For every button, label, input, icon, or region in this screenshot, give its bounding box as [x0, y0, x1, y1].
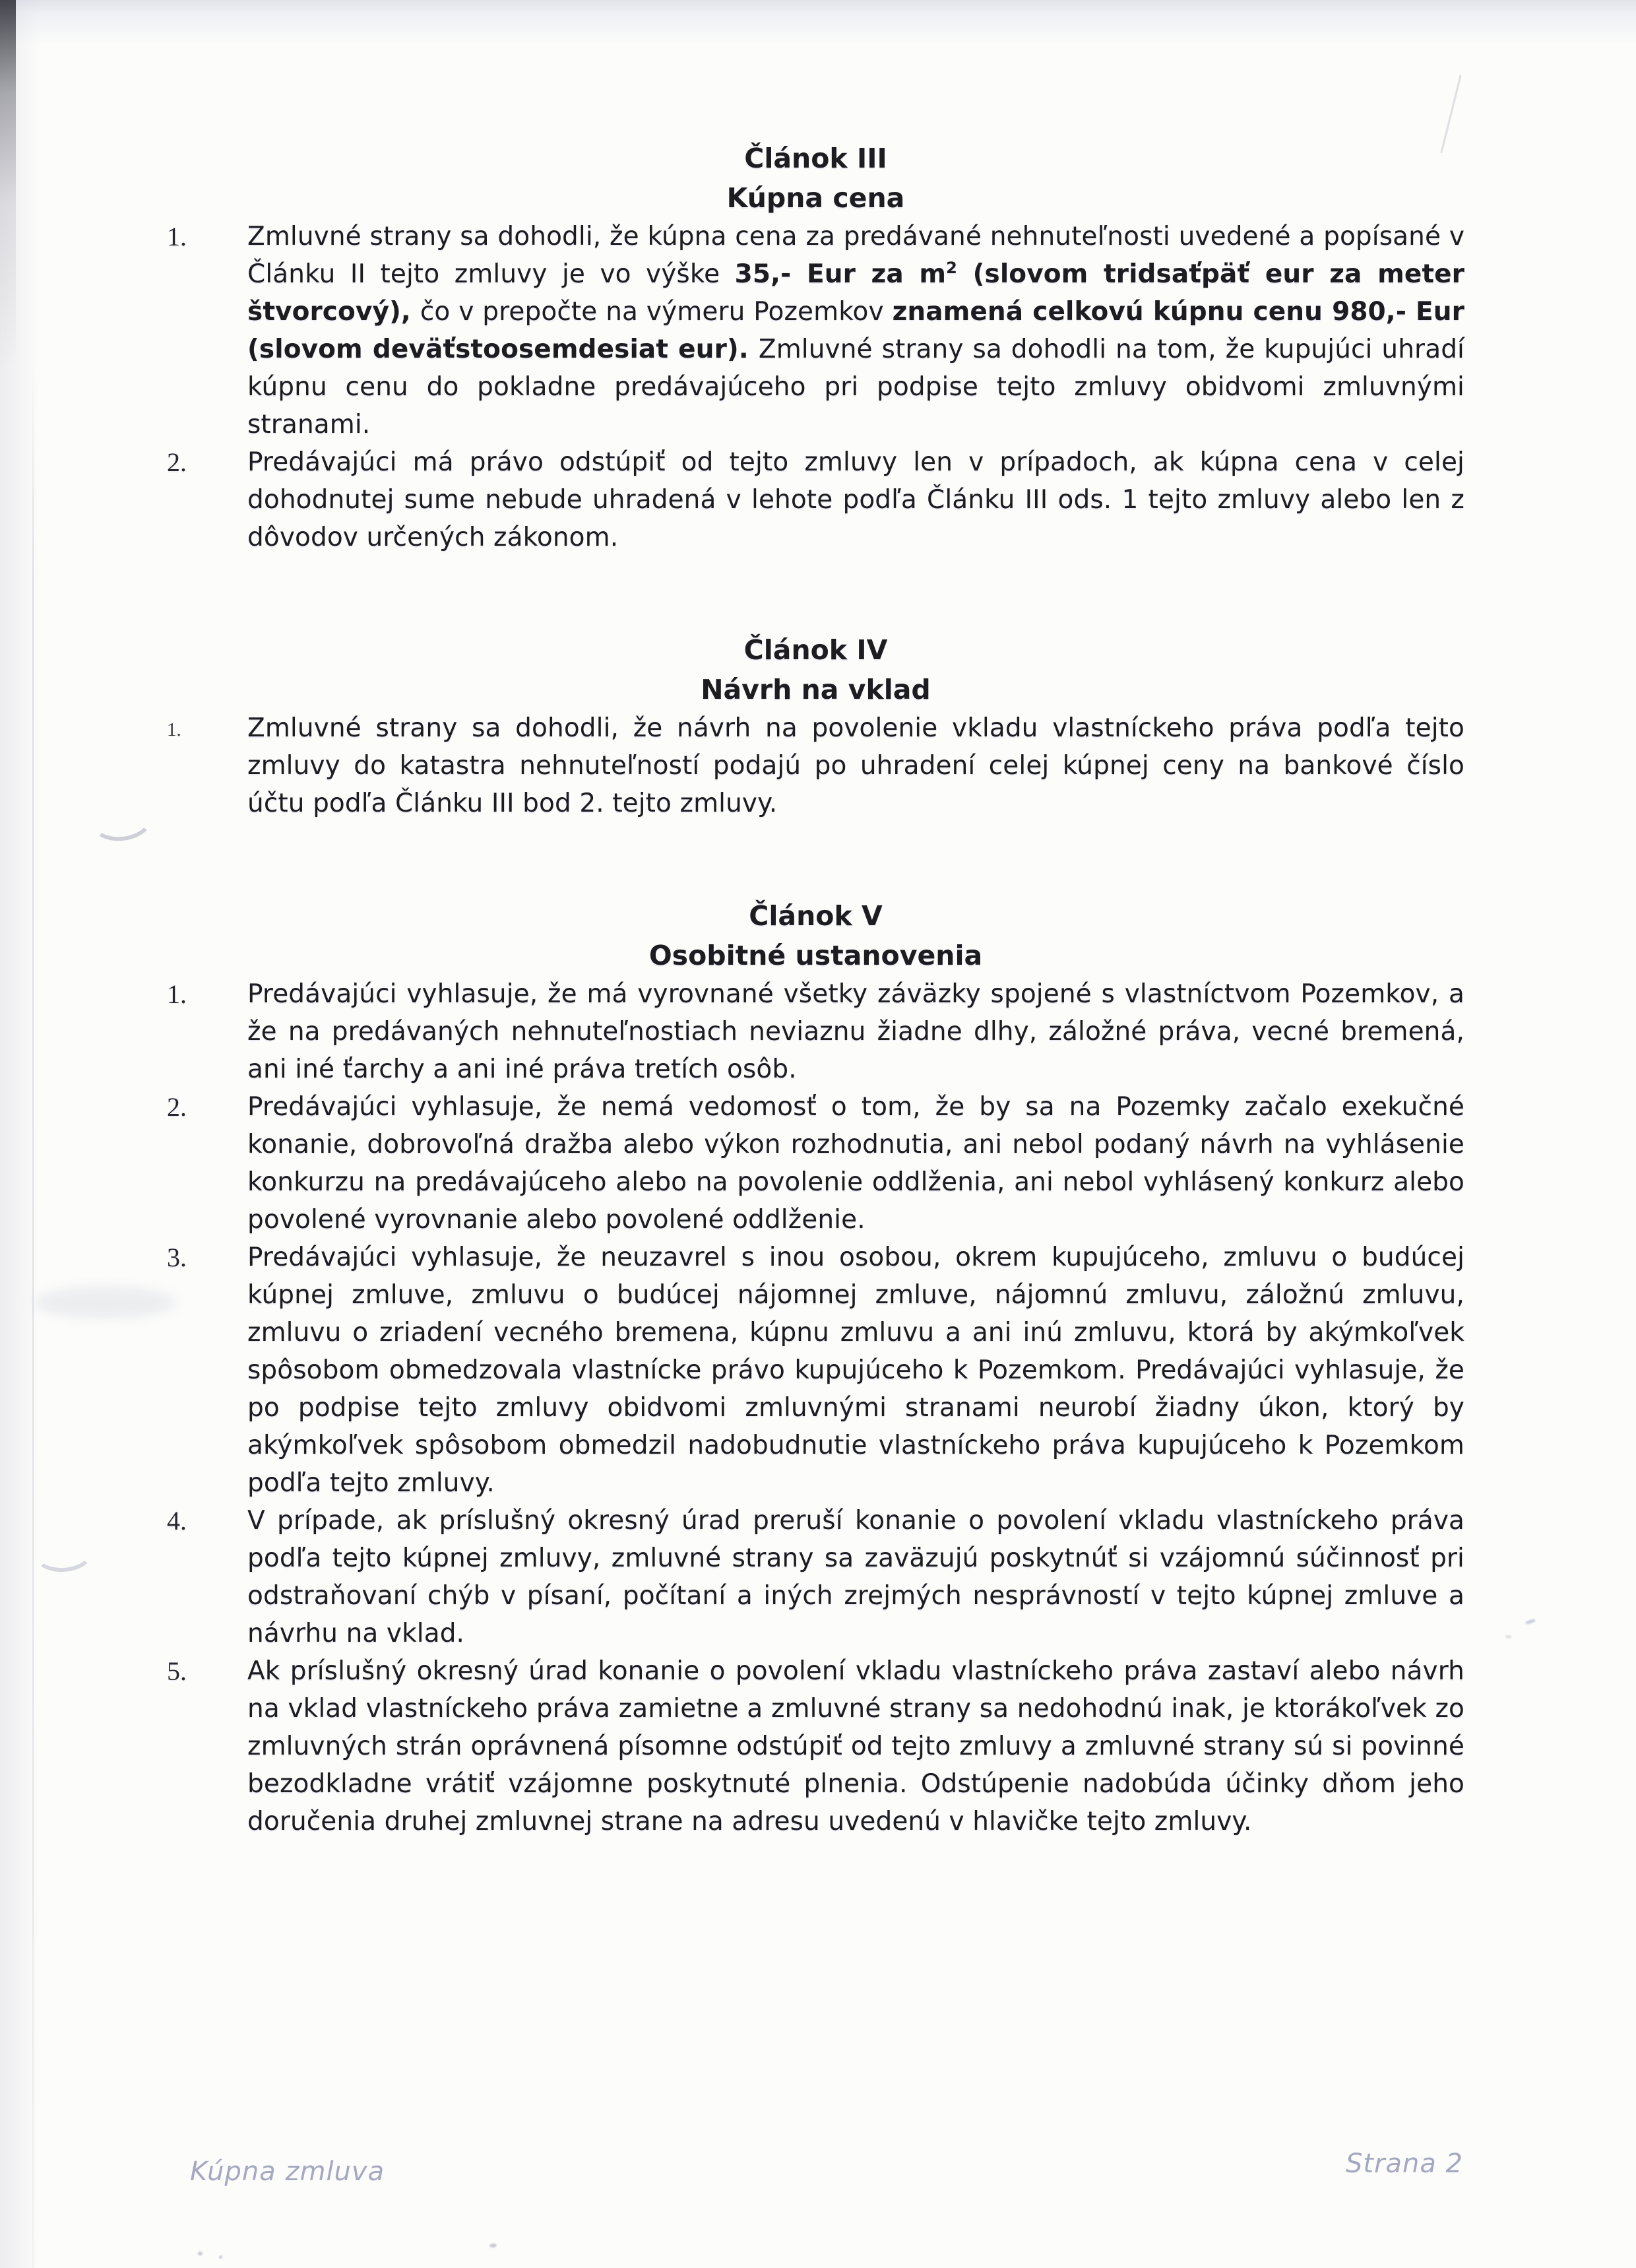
contract-section: [167, 630, 1464, 822]
scan-left-edge: [0, 0, 16, 370]
text-run: (slovom tridsaťpäť eur za meter štvorcový),: [247, 259, 1464, 327]
contract-sections: [167, 139, 1464, 1840]
text-run: Predávajúci vyhlasuje, že nemá vedomosť o tom, že by sa na Pozemky začalo exekučné konanie, dobrovoľná dražba alebo výkon rozhodnutia, ani nebol podaný návrh na vyhlásenie konkurzu na predávajúceho alebo na povolenie oddlženia, ani nebol vyhlásený konkurz alebo povolené vyrovnanie alebo povolené oddlženie.: [247, 1092, 1464, 1235]
text-run: Ak príslušný okresný úrad konanie o povolení vkladu vlastníckeho práva zastaví alebo návrh na vklad vlastníckeho práva zamietne a zmluvné strany sa nedohodnú inak, je ktorákoľvek zo zmluvných strán oprávnená písomne odstúpiť od tejto zmluvy a zmluvné strany sú si povinné bezodkladne vrátiť vzájomne poskytnuté plnenia. Odstúpenie nadobúda účinky dňom jeho doručenia druhej zmluvnej strane na adresu uvedenú v hlavičke tejto zmluvy.: [247, 1656, 1464, 1836]
item-number: 4.: [167, 1506, 187, 1536]
scan-speck: [489, 2244, 497, 2248]
text-run: čo v prepočte na výmeru Pozemkov: [420, 297, 893, 327]
list-item: [167, 1502, 1464, 1652]
superscript-run: 2: [946, 259, 957, 277]
list-item: [167, 709, 1464, 822]
item-number: 2.: [167, 447, 187, 477]
item-text: [247, 218, 1464, 443]
text-run: V prípade, ak príslušný okresný úrad preruší konanie o povolení vkladu vlastníckeho práva podľa tejto kúpnej zmluvy, zmluvné strany sa zaväzujú poskytnúť si vzájomnú súčinnosť pri odstraňovaní chýb v písaní, počítaní a iných zrejmých nesprávností v tejto kúpnej zmluve a návrhu na vklad.: [247, 1506, 1464, 1648]
contract-section: [167, 139, 1464, 556]
text-run: Zmluvné strany sa dohodli, že kúpna cena za predávané nehnuteľnosti uvedené a popísané v Článku II tejto zmluvy je vo výške: [247, 222, 1464, 289]
text-run: Predávajúci má právo odstúpiť od tejto zmluvy len v prípadoch, ak kúpna cena v celej dohodnutej sume nebude uhradená v lehote podľa Článku III ods. 1 tejto zmluvy alebo len z dôvodov určených zákonom.: [247, 447, 1464, 552]
list-item: [167, 1239, 1464, 1502]
text-run: Zmluvné strany sa dohodli na tom, že kupujúci uhradí kúpnu cenu do pokladne predávajúceho pri podpise tejto zmluvy obidvomi zmluvnými stranami.: [247, 335, 1464, 439]
text-run: Predávajúci vyhlasuje, že má vyrovnané všetky záväzky spojené s vlastníctvom Pozemkov, a že na predávaných nehnuteľnostiach neviaznu žiadne dlhy, záložné práva, vecné bremená, ani iné ťarchy a ani iné práva tretích osôb.: [247, 979, 1464, 1084]
item-text: [247, 975, 1464, 1088]
section-subtitle: Kúpna cena: [726, 182, 905, 214]
section-subtitle: Osobitné ustanovenia: [648, 940, 983, 971]
item-number: 1.: [167, 979, 187, 1009]
scan-crescent-mark: [32, 1530, 95, 1574]
scan-speck: [198, 2252, 203, 2255]
page-footer: [190, 2149, 1463, 2187]
item-text: [247, 709, 1464, 822]
section-title: Článok V: [749, 900, 883, 932]
section-title: Článok IV: [743, 634, 888, 666]
item-number: 5.: [167, 1656, 187, 1686]
item-text: [247, 1652, 1464, 1840]
scan-smudge: [34, 1287, 176, 1318]
item-number: 1.: [167, 222, 187, 251]
item-number: 1.: [167, 719, 181, 740]
item-text: [247, 1088, 1464, 1239]
item-text: [247, 443, 1464, 556]
list-item: [167, 1652, 1464, 1840]
text-run: znamená celkovú kúpnu cenu 980,- Eur (slovom deväťstoosemdesiat eur).: [247, 297, 1464, 364]
contract-section: [167, 896, 1464, 1840]
list-item: [167, 975, 1464, 1088]
item-text: [247, 1502, 1464, 1652]
section-title: Článok III: [744, 143, 887, 174]
item-number: 2.: [167, 1092, 187, 1122]
item-text: [247, 1239, 1464, 1502]
text-run: Predávajúci vyhlasuje, že neuzavrel s inou osobou, okrem kupujúceho, zmluvu o budúcej kúpnej zmluve, zmluvu o budúcej nájomnej zmluve, nájomnú zmluvu, záložnú zmluvu, zmluvu o zriadení vecného bremena, kúpnu zmluvu a ani inú zmluvu, ktorá by akýmkoľvek spôsobom obmedzovala vlastnícke právo kupujúceho k Pozemkom. Predávajúci vyhlasuje, že po podpise tejto zmluvy obidvomi zmluvnými stranami neurobí žiadny úkon, ktorý by akýmkoľvek spôsobom obmedzil nadobudnutie vlastníckeho práva kupujúceho k Pozemkom podľa tejto zmluvy.: [247, 1243, 1464, 1498]
paper-fold-line: [32, 356, 34, 2268]
scan-speck: [219, 2255, 222, 2259]
scan-speck: [1505, 1635, 1511, 1638]
scan-speck: [1525, 1619, 1536, 1625]
list-item: [167, 1088, 1464, 1239]
item-number: 3.: [167, 1243, 187, 1272]
text-run: 35,- Eur za m: [734, 259, 947, 289]
list-item: [167, 443, 1464, 556]
list-item: [167, 218, 1464, 443]
scan-top-shadow: [0, 0, 1636, 59]
footer-document-title: Kúpna zmluva: [190, 2156, 385, 2187]
scan-crescent-mark: [87, 793, 155, 844]
footer-page-number: Strana 2: [1345, 2149, 1463, 2179]
text-run: Zmluvné strany sa dohodli, že návrh na povolenie vkladu vlastníckeho práva podľa tejto zmluvy do katastra nehnuteľností podajú po uhradení celej kúpnej ceny na bankové číslo účtu podľa Článku III bod 2. tejto zmluvy.: [247, 713, 1464, 818]
section-subtitle: Návrh na vklad: [701, 674, 931, 705]
